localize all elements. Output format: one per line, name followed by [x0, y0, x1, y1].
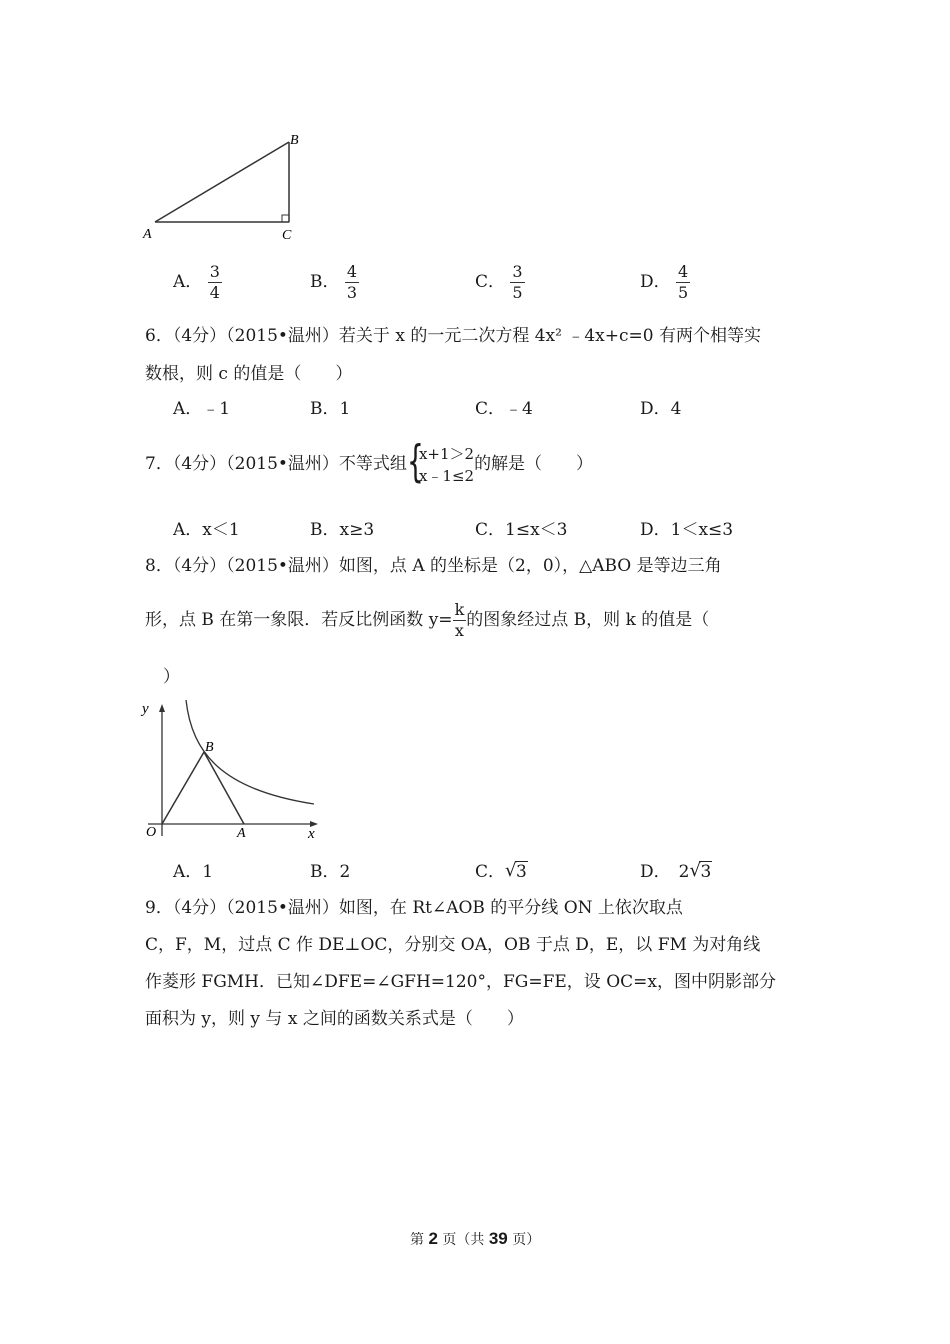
q6-option-b[interactable] — [310, 394, 350, 419]
option-text: 1 — [339, 399, 351, 419]
label-y: y — [142, 701, 149, 717]
q8-line2 — [145, 602, 709, 639]
option-text: ﹣1 — [202, 399, 231, 419]
fraction: $\frac{3}{4}$ — [209, 262, 220, 302]
option-text: 4 — [670, 399, 682, 419]
inequality-2: x﹣1≤2 — [418, 466, 475, 485]
option-text: x＜1 — [202, 520, 240, 540]
option-label: B． — [310, 862, 340, 882]
q7-option-d[interactable] — [640, 515, 733, 540]
option-text: 1 — [202, 862, 214, 882]
sqrt-symbol: √ 3 — [689, 860, 712, 882]
option-label: A． — [173, 862, 203, 882]
graph-figure — [138, 694, 328, 844]
q7-option-b[interactable] — [310, 515, 374, 540]
q5-option-b[interactable] — [310, 264, 359, 301]
option-coef: 2 — [678, 862, 690, 882]
q6-option-d[interactable] — [640, 394, 681, 419]
fraction: $\frac{4}{5}$ — [678, 262, 689, 302]
option-label: B． — [310, 399, 340, 419]
q6-line1: 6．（4分）（2015•温州）若关于 x 的一元二次方程 4x² ﹣4x+c=0 有两个相等实 — [145, 326, 761, 346]
option-label: A． — [173, 520, 203, 540]
q8-option-c[interactable] — [475, 857, 528, 882]
q8-line1: 8．（4分）（2015•温州）如图，点 A 的坐标是（2，0），△ABO 是等边三角 — [145, 556, 722, 576]
inequality-1: x+1＞2 — [418, 444, 475, 463]
q5-option-a[interactable] — [173, 264, 222, 301]
option-label: D． — [640, 520, 671, 540]
label-a: A — [237, 826, 246, 841]
q7-line — [145, 435, 594, 487]
label-b: B — [290, 133, 299, 148]
inequality-system: { x+1＞2 x﹣1≤2 — [406, 435, 475, 487]
q8-option-d[interactable] — [640, 857, 712, 882]
footer-page-number: 2 — [428, 1229, 438, 1248]
sqrt-symbol: √ 3 — [505, 860, 527, 882]
q9-line4: 面积为 y，则 y 与 x 之间的函数关系式是（ ） — [145, 1009, 524, 1029]
option-label: A． — [173, 272, 203, 292]
option-label: B． — [310, 272, 340, 292]
q7-prefix: 7．（4分）（2015•温州）不等式组 — [145, 454, 407, 474]
label-x: x — [308, 826, 315, 842]
option-label: A． — [173, 399, 203, 419]
q7-suffix: 的解是（ ） — [474, 454, 594, 474]
option-label: D． — [640, 272, 671, 292]
option-label: C． — [475, 399, 506, 419]
k-over-x-fraction: $\frac{k}{x}$ — [454, 600, 465, 640]
option-label: C． — [475, 862, 506, 882]
q6-line2: 数根，则 c 的值是（ ） — [145, 364, 353, 384]
page-footer — [410, 1229, 540, 1249]
fraction: $\frac{3}{5}$ — [512, 262, 523, 302]
q6-option-c[interactable] — [475, 394, 533, 419]
q8-line2-pre: 形，点 B 在第一象限．若反比例函数 y= — [145, 610, 453, 630]
triangle-figure — [140, 128, 310, 246]
fraction: $\frac{4}{3}$ — [346, 262, 358, 302]
q5-option-c[interactable] — [475, 264, 525, 301]
footer-total-pages: 39 — [488, 1229, 508, 1248]
footer-pre: 第 — [410, 1232, 424, 1248]
option-text: 2 — [339, 862, 351, 882]
option-label: D． — [640, 399, 671, 419]
option-text: ﹣4 — [505, 399, 533, 419]
q6-option-a[interactable] — [173, 394, 230, 419]
option-label: C． — [475, 272, 506, 292]
q7-option-a[interactable] — [173, 515, 240, 540]
option-label: C． — [475, 520, 506, 540]
q8-option-b[interactable] — [310, 857, 350, 882]
q7-option-c[interactable] — [475, 515, 567, 540]
footer-mid: 页（共 — [442, 1232, 485, 1248]
q5-option-d[interactable] — [640, 264, 690, 301]
q8-option-a[interactable] — [173, 857, 213, 882]
footer-post: 页） — [512, 1232, 541, 1248]
q8-line3: ） — [163, 667, 180, 687]
option-text: 1≤x＜3 — [505, 520, 568, 540]
option-text: 1＜x≤3 — [670, 520, 734, 540]
q9-line3: 作菱形 FGMH．已知∠DFE=∠GFH=120°，FG=FE，设 OC=x，图中阴影部分 — [145, 972, 776, 992]
option-text: x≥3 — [339, 520, 375, 540]
q9-line1: 9．（4分）（2015•温州）如图，在 Rt∠AOB 的平分线 ON 上依次取点 — [145, 898, 683, 918]
option-label: B． — [310, 520, 340, 540]
q8-line2-post: 的图象经过点 B，则 k 的值是（ — [466, 610, 710, 630]
label-b: B — [205, 740, 214, 755]
q9-line2: C，F，M，过点 C 作 DE⊥OC，分别交 OA，OB 于点 D，E，以 FM 为对角线 — [145, 935, 761, 955]
option-label: D． — [640, 862, 671, 882]
label-o: O — [146, 825, 157, 840]
label-a: A — [143, 227, 152, 242]
label-c: C — [282, 228, 292, 243]
